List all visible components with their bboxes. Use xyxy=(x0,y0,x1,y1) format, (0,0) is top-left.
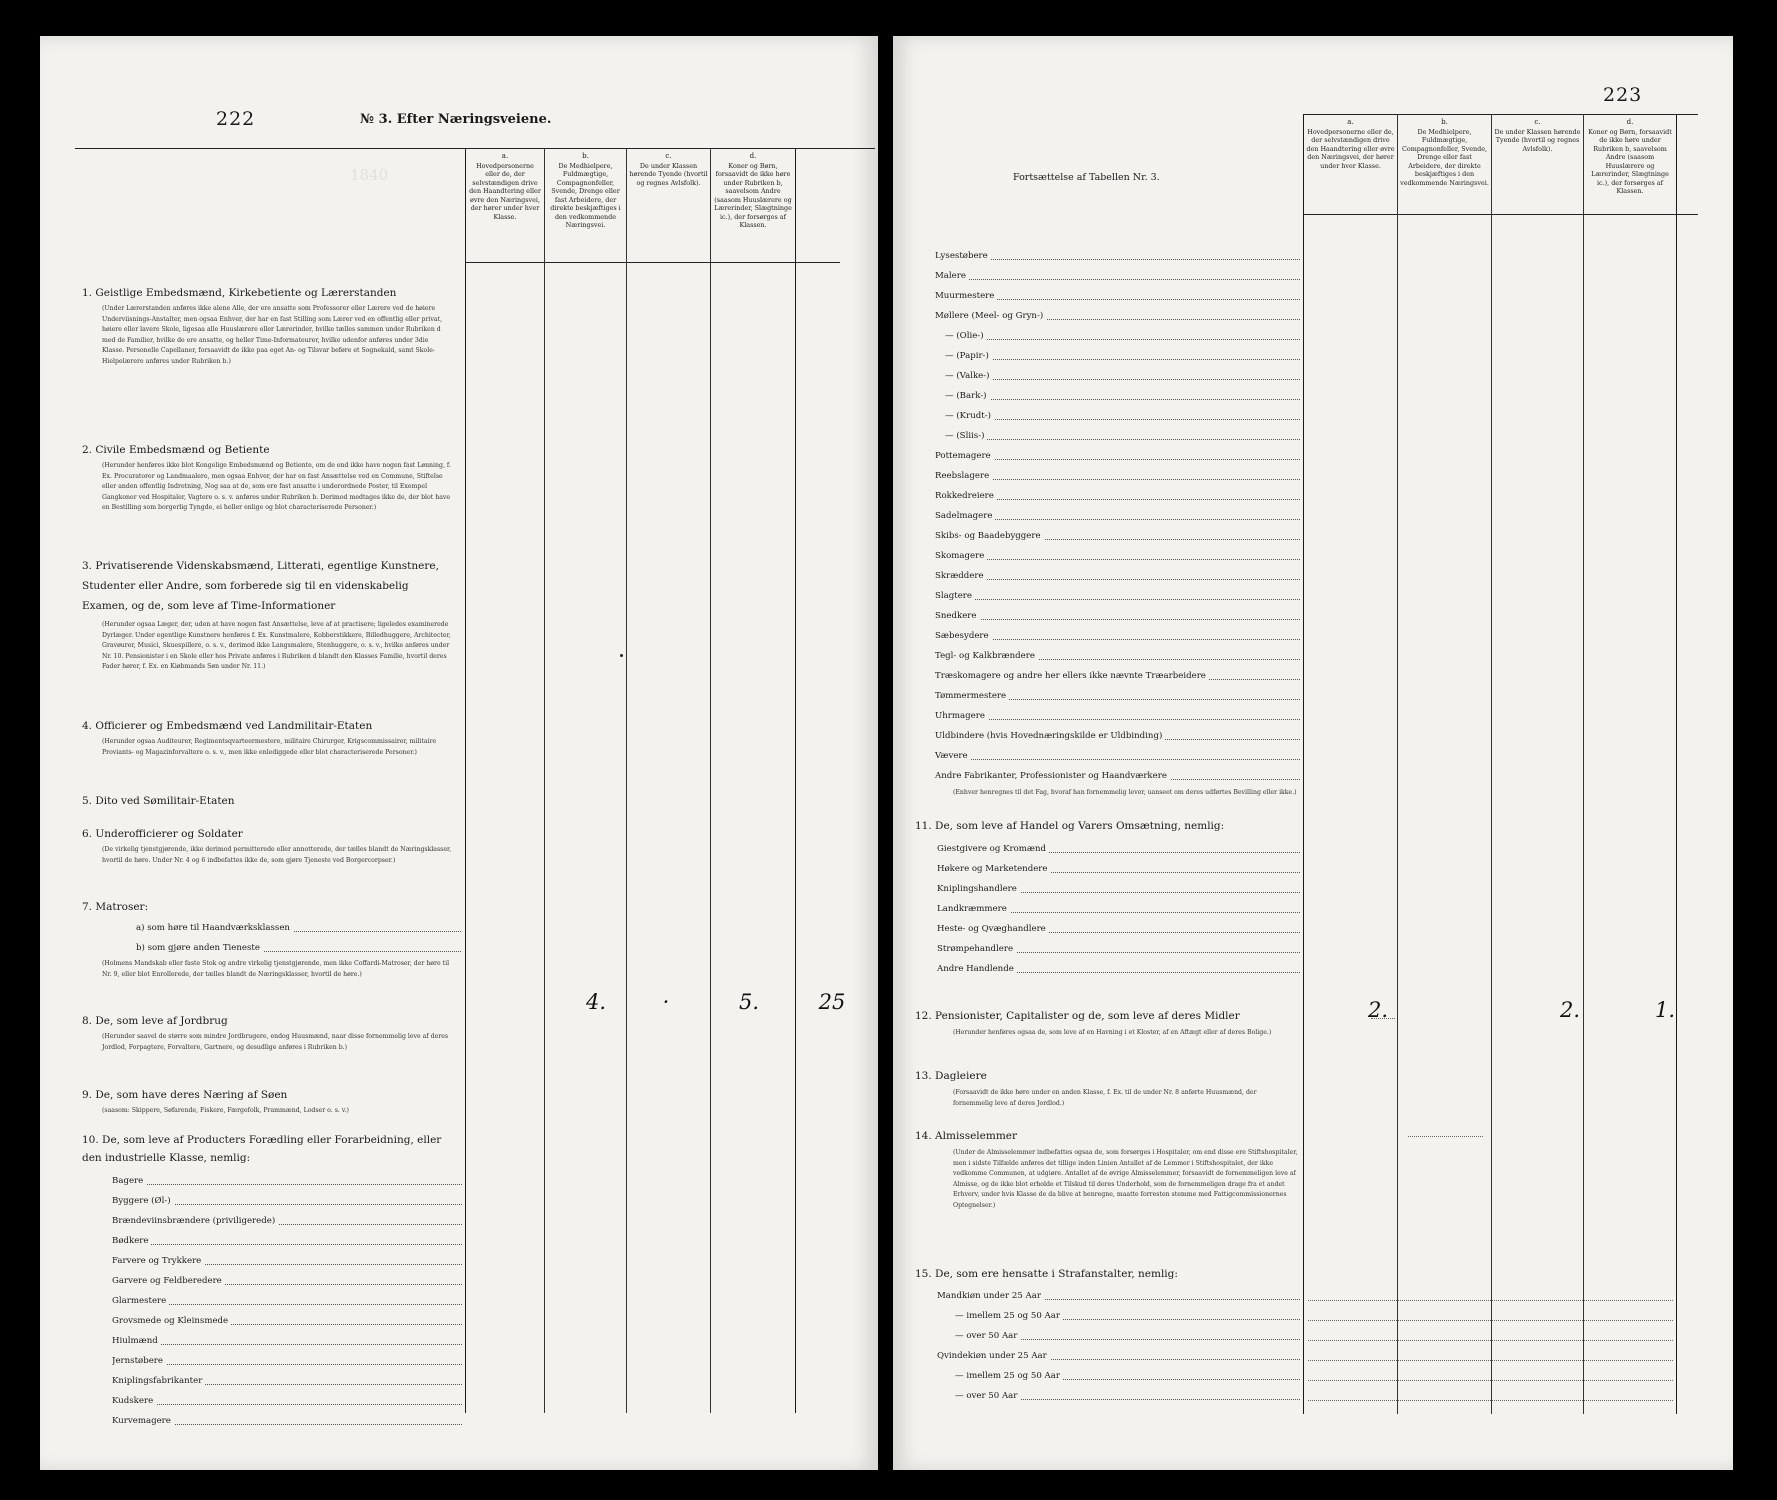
section-7-note: (Holmens Mandskab eller faste Stok og andre virkelig tjenstgjørende, men ikke Coffardi-Matroser, der høre til Nr. 9, eller blot Enrollerede, der tælles blandt de Næringsklasser, hvortil de høre.) xyxy=(102,960,450,978)
list-item: — imellem 25 og 50 Aar xyxy=(955,1306,1300,1326)
section-2: 2. Civile Embedsmænd og Betiente xyxy=(82,444,270,456)
section-14: 14. Almisselemmer xyxy=(915,1130,1018,1142)
list-item: Møllere (Meel- og Gryn-) xyxy=(935,306,1300,326)
list-item: Kniplingshandlere xyxy=(937,879,1300,899)
section-7: 7. Matroser: xyxy=(82,901,149,913)
list-item: Qvindekiøn under 25 Aar xyxy=(937,1346,1300,1366)
list-item: Træskomagere og andre her ellers ikke nævnte Træarbeidere xyxy=(935,666,1300,686)
right-page xyxy=(893,36,1733,1470)
list-item: — (Krudt-) xyxy=(945,406,1300,426)
list-item: Bødkere xyxy=(112,1231,462,1251)
section-13: 13. Dagleiere xyxy=(915,1070,987,1082)
section-9-note: (saasom: Skippere, Søfarende, Fiskere, Færgefolk, Prammænd, Lodser o. s. v.) xyxy=(102,1107,349,1114)
col-line-end xyxy=(795,148,796,1413)
section-15: 15. De, som ere hensatte i Strafanstalter, nemlig: xyxy=(915,1268,1178,1280)
list-item: Grovsmede og Kleinsmede xyxy=(112,1311,462,1331)
section-12-note: (Herunder henføres ogsaa de, som leve af en Havning i et Kloster, af en Aftægt eller af deres Bolige.) xyxy=(953,1029,1272,1036)
dotted-leader xyxy=(1371,1018,1395,1019)
dotted-leader xyxy=(1408,1136,1483,1137)
section-3: 3. Privatiserende Videnskabsmænd, Litterati, egentlige Kunstnere, Studenter eller Andre, som forberede sig til en videnskabelig Examen, og de, som leve af Time-Informationer xyxy=(82,560,439,612)
dotted-row xyxy=(1308,1320,1673,1321)
list-item: — (Sliis-) xyxy=(945,426,1300,446)
list-item: Garvere og Feldberedere xyxy=(112,1271,462,1291)
list-item: Kudskere xyxy=(112,1391,462,1411)
list-item: Glarmestere xyxy=(112,1291,462,1311)
list-item: Kniplingsfabrikanter xyxy=(112,1371,462,1391)
list-item: Muurmestere xyxy=(935,286,1300,306)
list-item: Hiulmænd xyxy=(112,1331,462,1351)
list-item: Høkere og Marketendere xyxy=(937,859,1300,879)
col-line-d xyxy=(1583,114,1584,1414)
list-item: Lysestøbere xyxy=(935,246,1300,266)
list-item: Sæbesydere xyxy=(935,626,1300,646)
col-header-d: d. Koner og Børn, forsaavidt de ikke høre under Rubriken b, saavelsom Andre (saasom Huuslærere og Lærerinder, Slægtninge ic.), der forsørges af Klassen. xyxy=(1588,118,1672,195)
section-2-note: (Herunder henføres ikke blot Kongelige Embedsmænd og Betiente, om de end ikke have nogen fast Lønning, f. Ex. Procuratorer og Landmaalere, men ogsaa Enhver, der har en fast Ansættelse ved en Commune, Stiftelse eller anden offentlig Indretning, Nog saa at de, som ere fast ansatte i underordnede Poster, til Exempel Gangkoner ved Hospitaler, Vagtere o. s. v. anføres under Rubriken b. Derimod medtages ikke de, der blot have en Bestilling som borgerlig Tyngde, ei heller enlige og blot characteriserede Personer.) xyxy=(102,462,451,511)
list-item: Jernstøbere xyxy=(112,1351,462,1371)
header-rule xyxy=(1303,114,1698,115)
section-3-note: (Herunder ogsaa Læger, der, uden at have nogen fast Ansættelse, leve af at practisere; ligeledes examinerede Dyrlæger. Under egentlige Kunstnere henføres f. Ex. Kunstmalere, Kobberstikkere, Billedhuggere, Architecter, Gravøurer, Musici, Skuespillere, o. s. v., derimod ikke Langsmalere, Stenhuggere, o. s. v., hvilke anføres under Nr. 10. Pensionister i en Skole eller hos Private anføres i Rubriken d blandt den Klasses Familie, hvortil deres Fader hører, f. Ex. en Kiøbmands Søn under Nr. 11.) xyxy=(102,621,451,670)
col-line-a xyxy=(465,148,466,1413)
list-item: Skræddere xyxy=(935,566,1300,586)
dotted-row xyxy=(1308,1340,1673,1341)
row8-value-c: 5. xyxy=(738,990,760,1014)
col-line-c xyxy=(626,148,627,1413)
dotted-row xyxy=(1308,1300,1673,1301)
section-5: 5. Dito ved Sømilitair-Etaten xyxy=(82,795,235,807)
page-number-left: 222 xyxy=(216,108,256,130)
section-8-note: (Herunder saavel de større som mindre Jordbrugere, endog Huusmænd, naar disse fornemmelig leve af deres Jordlod, Forpagtere, Forvaltere, Gartnere, og desudlige anføres i Rubriken b.) xyxy=(102,1033,449,1051)
list-item: — (Bark-) xyxy=(945,386,1300,406)
list-item: Bagere xyxy=(112,1171,462,1191)
list-item: — over 50 Aar xyxy=(955,1326,1300,1346)
page-title-left: № 3. Efter Næringsveiene. xyxy=(360,112,552,127)
list-item: — imellem 25 og 50 Aar xyxy=(955,1366,1300,1386)
list-item: — (Valke-) xyxy=(945,366,1300,386)
list-item: Brændeviinsbrændere (priviligerede) xyxy=(112,1211,462,1231)
bleed-through: 1840 xyxy=(350,166,389,184)
list-item: Tegl- og Kalkbrændere xyxy=(935,646,1300,666)
section-12: 12. Pensionister, Capitalister og de, som leve af deres Midler xyxy=(915,1010,1240,1022)
col-line-c xyxy=(1491,114,1492,1414)
row8-value-b: · xyxy=(662,990,670,1014)
section-6: 6. Underofficierer og Soldater xyxy=(82,828,243,840)
list-item: Pottemagere xyxy=(935,446,1300,466)
col-line-b xyxy=(1397,114,1398,1414)
list-item: Andre Fabrikanter, Professionister og Haandværkere xyxy=(935,766,1300,786)
section-14-note: (Under de Almisselemmer indbefattes ogsaa de, som forsørges i Hospitaler, om end disse ere Stiftshospitaler, men i sidste Tilfælde anføres det tillige inden Linien Antallet af de Lemmer i Stiftshospitalet, der ikke vedkomme Communen, at udgiøre. Antallet af de øvrige Almisselemmer, forsaavidt de fornemmeligen leve af Almisse, og de ikke blot erholde et Tilskud til deres Underhold, som de fornemmeligen drage fra et andet Erhverv, under hvis Klasse de da blive at henregne, maatte forresten stemme med Fattigcommissionernes Optegnelser.) xyxy=(953,1149,1298,1209)
list-item: b) som gjøre anden Tieneste xyxy=(136,938,461,958)
dotted-row xyxy=(1308,1360,1673,1361)
row8-value-d: 25 xyxy=(818,990,846,1014)
list-item: Byggere (Øl-) xyxy=(112,1191,462,1211)
list-item: Uhrmagere xyxy=(935,706,1300,726)
section-10: 10. De, som leve af Producters Forædling eller Forarbeidning, eller den industrielle Klasse, nemlig: xyxy=(82,1134,442,1164)
list-item: Tømmermestere xyxy=(935,686,1300,706)
section-9: 9. De, som have deres Næring af Søen xyxy=(82,1089,288,1101)
header-rule-lower xyxy=(1303,214,1698,215)
list-item: a) som høre til Haandværksklassen xyxy=(136,918,461,938)
list-item: Kurvemagere xyxy=(112,1411,462,1431)
list-item: Skibs- og Baadebyggere xyxy=(935,526,1300,546)
list-item: Uldbindere (hvis Hovednæringskilde er Uldbinding) xyxy=(935,726,1300,746)
list-item: Strømpehandlere xyxy=(937,939,1300,959)
list-item: Rokkedreiere xyxy=(935,486,1300,506)
col-header-b: b. De Medhielpere, Fuldmægtige, Compagnonfeller, Svende, Drenge eller fast Arbeidere, der direkte beskjæftiges i den vedkommende Næringsvei. xyxy=(550,152,621,229)
list-item: Giestgivere og Kromænd xyxy=(937,839,1300,859)
left-page xyxy=(40,36,878,1470)
ink-spot xyxy=(620,654,623,657)
list-item: Vævere xyxy=(935,746,1300,766)
dotted-row xyxy=(1308,1400,1673,1401)
col-header-a: a. Hovedpersonerne eller de, der selvstændigen drive den Haandtering eller øvre den Næringsvei, der hører under hver Klasse. xyxy=(469,152,541,221)
section-6-note: (De virkelig tjenstgjørende, ikke derimod permitterede eller annotterede, der tælles blandt de Næringsklasser, hvortil de høre. Under Nr. 4 og 6 indbefattes ikke de, som gjøre Tjeneste ved Borgercorpser.) xyxy=(102,846,452,864)
row12-value-d: 1. xyxy=(1654,998,1676,1022)
continuation-header: Fortsættelse af Tabellen Nr. 3. xyxy=(1013,172,1160,183)
col-line-end xyxy=(1676,114,1677,1414)
list-item: Farvere og Trykkere xyxy=(112,1251,462,1271)
section-1-note: (Under Lærerstanden anføres ikke alene Alle, der ere ansatte som Professorer eller Lærere ved de høiere Underviisnings-Anstalter, men ogsaa Enhver, der har en fast Stilling som Lærer ved en offentlig eller privat, høiere eller lavere Skole, ligesaa alle Huuslærere eller Lærerinder, hvilke tælles sammen under Rubriken d med de Familier, hvilke de ere ansatte, og heller Time-Informateurer, hvilke udenfor anføres under 3die Klasse. Personelle Capellaner, forsaavidt de ikke paa eget An- og Tilsvar beføre et Sognekald, samt Skole-Hielpelærere anføres under Rubriken b.) xyxy=(102,305,442,365)
list-item: Snedkere xyxy=(935,606,1300,626)
section-11: 11. De, som leve af Handel og Varers Omsætning, nemlig: xyxy=(915,820,1225,832)
list-item: Skomagere xyxy=(935,546,1300,566)
col-header-c: c. De under Klassen hørende Tyende (hvortil og regnes Avlsfolk). xyxy=(1494,118,1581,153)
col-header-a: a. Hovedpersonerne eller de, der selvstændigen drive den Haandtering eller øvre den Næringsvei, der hører under hver Klasse. xyxy=(1306,118,1395,170)
col-line-d xyxy=(710,148,711,1413)
header-rule xyxy=(75,148,875,149)
list-item: — (Olie-) xyxy=(945,326,1300,346)
list-item: — (Papir-) xyxy=(945,346,1300,366)
page-number-right: 223 xyxy=(1603,84,1643,106)
list-item: Reebslagere xyxy=(935,466,1300,486)
section-4: 4. Officierer og Embedsmænd ved Landmilitair-Etaten xyxy=(82,720,373,732)
col-line-a xyxy=(1303,114,1304,1414)
section-8: 8. De, som leve af Jordbrug xyxy=(82,1015,228,1027)
col-header-b: b. De Medhielpere, Fuldmægtige, Compagnonfeller, Svende, Drenge eller fast Arbeidere, der direkte beskjæftiges i den vedkommende Næringsvei. xyxy=(1400,118,1489,187)
list-item: Malere xyxy=(935,266,1300,286)
list-item: Andre Handlende xyxy=(937,959,1300,979)
items-note: (Enhver henregnes til det Fag, hvoraf han fornemmelig lever, uanseet om deres udførtes Bevilling eller ikke.) xyxy=(953,789,1297,796)
list-item: Slagtere xyxy=(935,586,1300,606)
row12-value-a: 2. xyxy=(1367,998,1389,1022)
section-4-note: (Herunder ogsaa Auditeurer, Regimentsqvarteermestere, militaire Chirurger, Krigscommissairer, militaire Proviants- og Magazinforvaltere o. s. v., men ikke enlediggede eller blot characteriserede Personer.) xyxy=(102,738,437,756)
row8-value-a: 4. xyxy=(585,990,607,1014)
list-item: Heste- og Qvæghandlere xyxy=(937,919,1300,939)
col-header-d: d. Koner og Børn, forsaavidt de ikke høre under Rubriken b, saavelsom Andre (saasom Huuslærere og Lærerinder, Slægtninge ic.), der forsørges af Klassen. xyxy=(714,152,792,229)
row12-value-c: 2. xyxy=(1559,998,1581,1022)
list-item: Sadelmagere xyxy=(935,506,1300,526)
section-1: 1. Geistlige Embedsmænd, Kirkebetiente og Lærerstanden xyxy=(82,287,397,299)
col-header-c: c. De under Klassen hørende Tyende (hvortil og regnes Avlsfolk). xyxy=(629,152,708,187)
dotted-row xyxy=(1308,1380,1673,1381)
list-item: — over 50 Aar xyxy=(955,1386,1300,1406)
col-line-b xyxy=(544,148,545,1413)
list-item: Mandkiøn under 25 Aar xyxy=(937,1286,1300,1306)
header-rule-lower xyxy=(465,262,840,263)
list-item: Landkræmmere xyxy=(937,899,1300,919)
section-13-note: (Forsaavidt de ikke høre under en anden Klasse, f. Ex. til de under Nr. 8 anførte Huusmænd, der fornemmelig leve af deres Jordlod.) xyxy=(953,1089,1257,1107)
